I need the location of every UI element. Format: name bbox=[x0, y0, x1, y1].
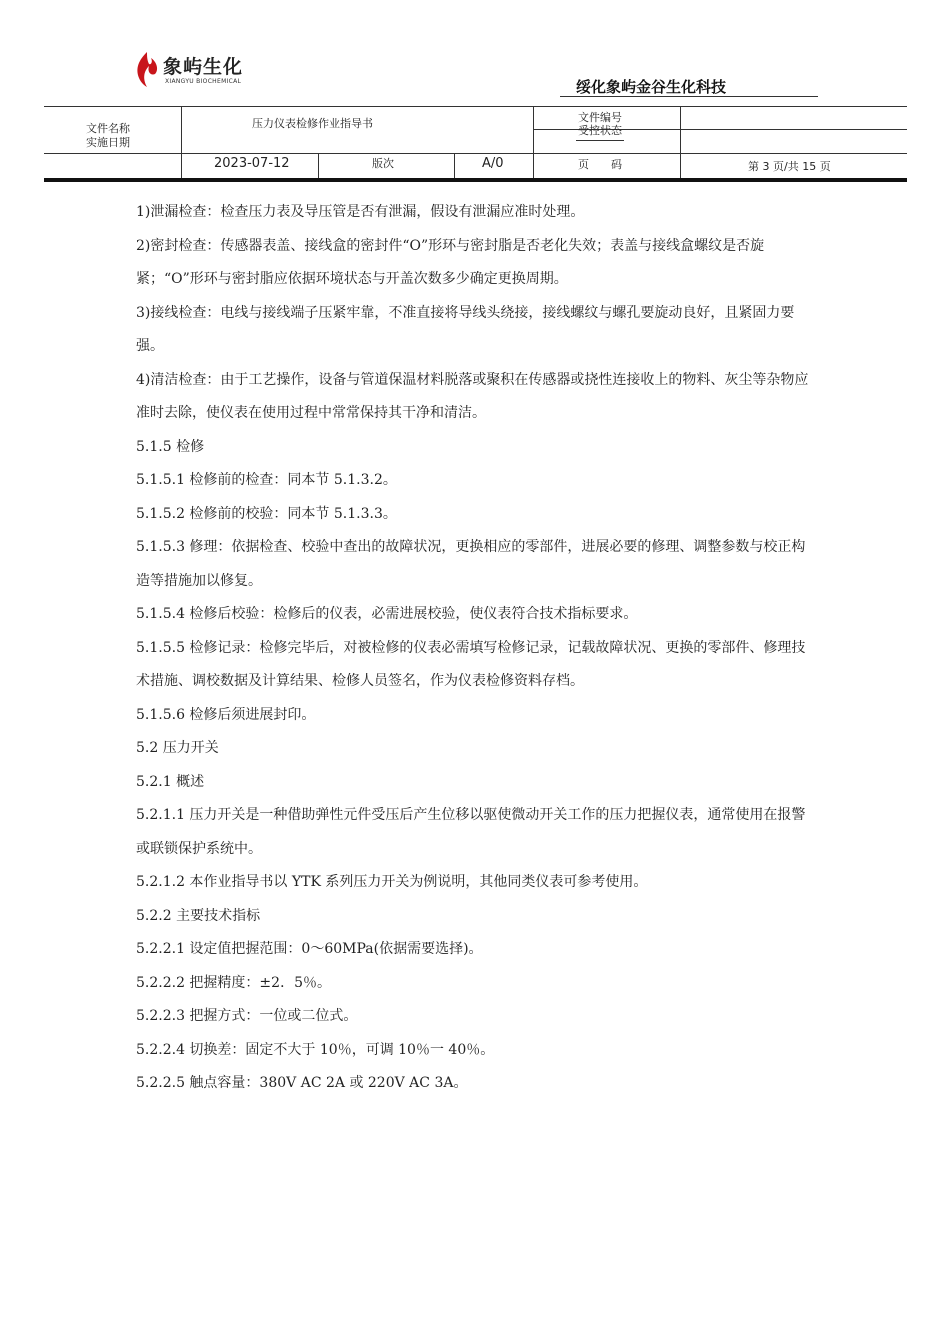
page-value: 第 3 页/共 15 页 bbox=[748, 160, 831, 173]
paragraph: 5.1.5.1 检修前的检查：同本节 5.1.3.2。 bbox=[136, 472, 397, 488]
paragraph: 1)泄漏检查：检查压力表及导压管是否有泄漏，假设有泄漏应准时处理。 bbox=[136, 204, 585, 220]
paragraph: 5.2.2.1 设定值把握范围：0～60MPa(依据需要选择)。 bbox=[136, 941, 483, 957]
company-underline bbox=[560, 96, 818, 97]
header-col-border bbox=[533, 106, 534, 178]
doc-name-label: 文件名称 bbox=[86, 122, 130, 135]
paragraph: 4)清洁检查：由于工艺操作，设备与管道保温材料脱落或聚积在传感器或挠性连接收上的物料、灰尘等杂物应准时去除，使仪表在使用过程中常常保持其干净和清洁。 bbox=[136, 371, 809, 421]
doc-no-label: 文件编号 bbox=[578, 111, 622, 124]
paragraph: 5.2.2.3 把握方式：一位或二位式。 bbox=[136, 1008, 358, 1024]
section-heading: 5.2.2 主要技术指标 bbox=[136, 907, 261, 924]
paragraph: 5.2.1.1 压力开关是一种借助弹性元件受压后产生位移以驱使微动开关工作的压力把握仪表，通常使用在报警或联锁保护系统中。 bbox=[136, 807, 806, 857]
paragraph: 5.1.5.2 检修前的校验：同本节 5.1.3.3。 bbox=[136, 505, 397, 522]
document-body bbox=[136, 196, 816, 1101]
paragraph: 5.1.5.3 修理：依据检查、校验中查出的故障状况，更换相应的零部件，进展必要的修理、调整参数与校正构造等措施加以修复。 bbox=[136, 539, 806, 589]
company-logo bbox=[133, 50, 243, 92]
company-name: 绥化象屿金谷生化科技 bbox=[576, 78, 727, 96]
version-label: 版次 bbox=[372, 157, 394, 170]
header-col-border bbox=[181, 106, 182, 178]
paragraph: 5.2.2.5 触点容量：380V AC 2A 或 220V AC 3A。 bbox=[136, 1075, 468, 1091]
paragraph: 5.2.1.2 本作业指导书以 YTK 系列压力开关为例说明，其他同类仪表可参考使用。 bbox=[136, 874, 648, 890]
control-status-label: 受控状态 bbox=[578, 124, 622, 137]
paragraph: 5.2.2.4 切换差：固定不大于 10％，可调 10％一 40％。 bbox=[136, 1041, 495, 1058]
status-strikeline bbox=[576, 140, 624, 141]
paragraph: 5.1.5.6 检修后须进展封印。 bbox=[136, 706, 316, 723]
page-label: 页 码 bbox=[578, 158, 622, 171]
header-col-border bbox=[318, 153, 319, 178]
logo-text: 象屿生化 bbox=[163, 56, 244, 78]
paragraph: 5.1.5.5 检修记录：检修完毕后，对被检修的仪表必需填写检修记录，记载故障状况、更换的零部件、修理技术措施、调校数据及计算结果、检修人员签名，作为仪表检修资料存档。 bbox=[136, 639, 806, 689]
paragraph: 5.2.2.2 把握精度：±2．5％。 bbox=[136, 974, 331, 991]
header-col-border bbox=[680, 106, 681, 178]
header-mid-border bbox=[44, 153, 907, 154]
doc-title: 压力仪表检修作业指导书 bbox=[252, 117, 373, 130]
impl-date-label: 实施日期 bbox=[86, 136, 130, 149]
header-top-border bbox=[44, 106, 907, 107]
paragraph: 5.1.5.4 检修后校验：检修后的仪表，必需进展校验，使仪表符合技术指标要求。 bbox=[136, 606, 638, 622]
header-thick-rule bbox=[44, 178, 907, 182]
impl-date-value: 2023-07-12 bbox=[214, 156, 290, 171]
header-col-border bbox=[454, 153, 455, 178]
logo-flame-icon bbox=[133, 50, 161, 88]
paragraph: 2)密封检查：传感器表盖、接线盒的密封件“O”形环与密封脂是否老化失效；表盖与接线盒螺纹是否旋紧；“O”形环与密封脂应依据环境状态与开盖次数多少确定更换周期。 bbox=[136, 237, 765, 287]
paragraph: 3)接线检查：电线与接线端子压紧牢靠，不准直接将导线头绕接，接线螺纹与螺孔要旋动良好，且紧固力要强。 bbox=[136, 304, 795, 354]
logo-subtext: XIANGYU BIOCHEMICAL bbox=[165, 78, 242, 85]
version-value: A/0 bbox=[482, 156, 504, 171]
section-heading: 5.2.1 概述 bbox=[136, 773, 205, 790]
section-heading: 5.2 压力开关 bbox=[136, 740, 219, 756]
section-heading: 5.1.5 检修 bbox=[136, 438, 205, 455]
